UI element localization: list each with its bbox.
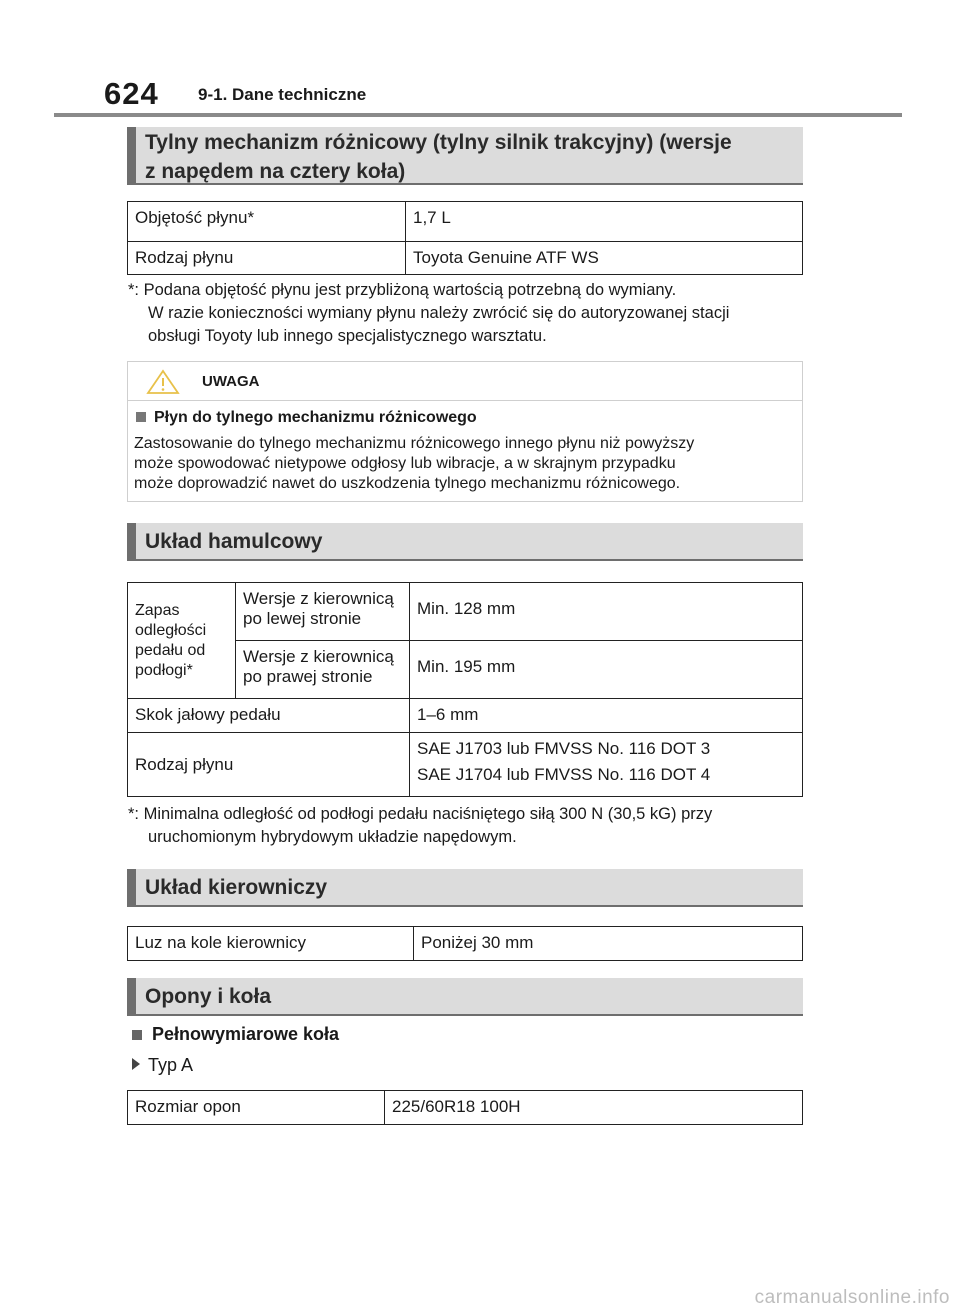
warning-icon <box>146 369 180 395</box>
table-value: 225/60R18 100H <box>385 1091 803 1125</box>
header-rule <box>54 113 902 117</box>
caution-text <box>134 434 794 494</box>
table-row <box>128 699 803 733</box>
table-value: 1–6 mm <box>410 699 803 733</box>
table-row <box>128 733 803 797</box>
footnote-line: *: Podana objętość płynu jest przybliżoną wartością potrzebną do wymiany. <box>128 281 677 299</box>
rear-diff-table <box>127 201 803 275</box>
caution-label: UWAGA <box>202 373 260 390</box>
section-title: Opony i koła <box>145 985 272 1008</box>
table-label: Rodzaj płynu <box>128 733 410 797</box>
caution-box <box>127 361 803 502</box>
subheading-text: Pełnowymiarowe koła <box>152 1024 340 1044</box>
tires-table <box>127 1090 803 1125</box>
table-row <box>128 242 803 275</box>
table-value: 1,7 L <box>406 202 803 242</box>
table-label: Rodzaj płynu <box>128 242 406 275</box>
caution-line: Zastosowanie do tylnego mechanizmu różnicowego innego płynu niż powyższy <box>134 435 695 452</box>
section-rear-differential <box>127 127 803 185</box>
table-row <box>128 1091 803 1125</box>
section-title-line: Tylny mechanizm różnicowy (tylny silnik trakcyjny) (wersje <box>145 131 732 154</box>
table-label: Rozmiar opon <box>128 1091 385 1125</box>
section-title-line: z napędem na cztery koła) <box>145 160 406 183</box>
watermark: carmanualsonline.info <box>754 1287 950 1308</box>
table-row <box>128 583 803 641</box>
table-value: Poniżej 30 mm <box>414 927 803 961</box>
footnote-line: uruchomionym hybrydowym układzie napędowym. <box>148 828 517 846</box>
page-number: 624 <box>104 76 159 111</box>
footnote-line: W razie konieczności wymiany płynu należy zwrócić się do autoryzowanej stacji <box>148 304 730 322</box>
table-label: Wersje z kierownicą po prawej stronie <box>236 641 410 699</box>
section-steering <box>127 869 803 907</box>
type-label <box>132 1055 193 1076</box>
steering-table <box>127 926 803 961</box>
table-label: Zapas odległości pedału od podłogi* <box>128 583 236 699</box>
table-row <box>128 202 803 242</box>
caution-subtitle-text: Płyn do tylnego mechanizmu różnicowego <box>154 409 477 426</box>
footnote-line: *: Minimalna odległość od podłogi pedału naciśniętego siłą 300 N (30,5 kG) przy <box>128 805 713 823</box>
caution-line: może doprowadzić nawet do uszkodzenia tylnego mechanizmu różnicowego. <box>134 475 681 492</box>
section-title: Układ kierowniczy <box>145 876 328 899</box>
square-bullet-icon <box>132 1030 142 1040</box>
section-title: Układ hamulcowy <box>145 530 323 553</box>
caution-line: może spowodować nietypowe odgłosy lub wibracje, a w skrajnym przypadku <box>134 455 676 472</box>
section-brakes <box>127 523 803 561</box>
table-row <box>128 927 803 961</box>
type-text: Typ A <box>148 1055 194 1075</box>
subheading <box>132 1024 339 1045</box>
table-label: Wersje z kierownicą po lewej stronie <box>236 583 410 641</box>
table-label: Skok jałowy pedału <box>128 699 410 733</box>
caution-subtitle <box>136 409 477 427</box>
footnote-line: obsługi Toyoty lub innego specjalistycznego warsztatu. <box>148 327 547 345</box>
brakes-footnote <box>128 803 808 849</box>
square-bullet-icon <box>136 412 146 422</box>
fluid-value-line: SAE J1703 lub FMVSS No. 116 DOT 3 <box>417 739 711 758</box>
fluid-value-line: SAE J1704 lub FMVSS No. 116 DOT 4 <box>417 765 711 784</box>
brakes-table <box>127 582 803 797</box>
triangle-bullet-icon <box>132 1058 140 1070</box>
rear-diff-footnote <box>128 279 808 348</box>
caution-header <box>128 362 802 401</box>
table-value: Min. 128 mm <box>410 583 803 641</box>
chapter-title: 9-1. Dane techniczne <box>198 85 367 104</box>
table-value: Toyota Genuine ATF WS <box>406 242 803 275</box>
table-value: Min. 195 mm <box>410 641 803 699</box>
section-tires <box>127 978 803 1016</box>
table-value <box>410 733 803 797</box>
table-label: Objętość płynu* <box>128 202 406 242</box>
table-label: Luz na kole kierownicy <box>128 927 414 961</box>
